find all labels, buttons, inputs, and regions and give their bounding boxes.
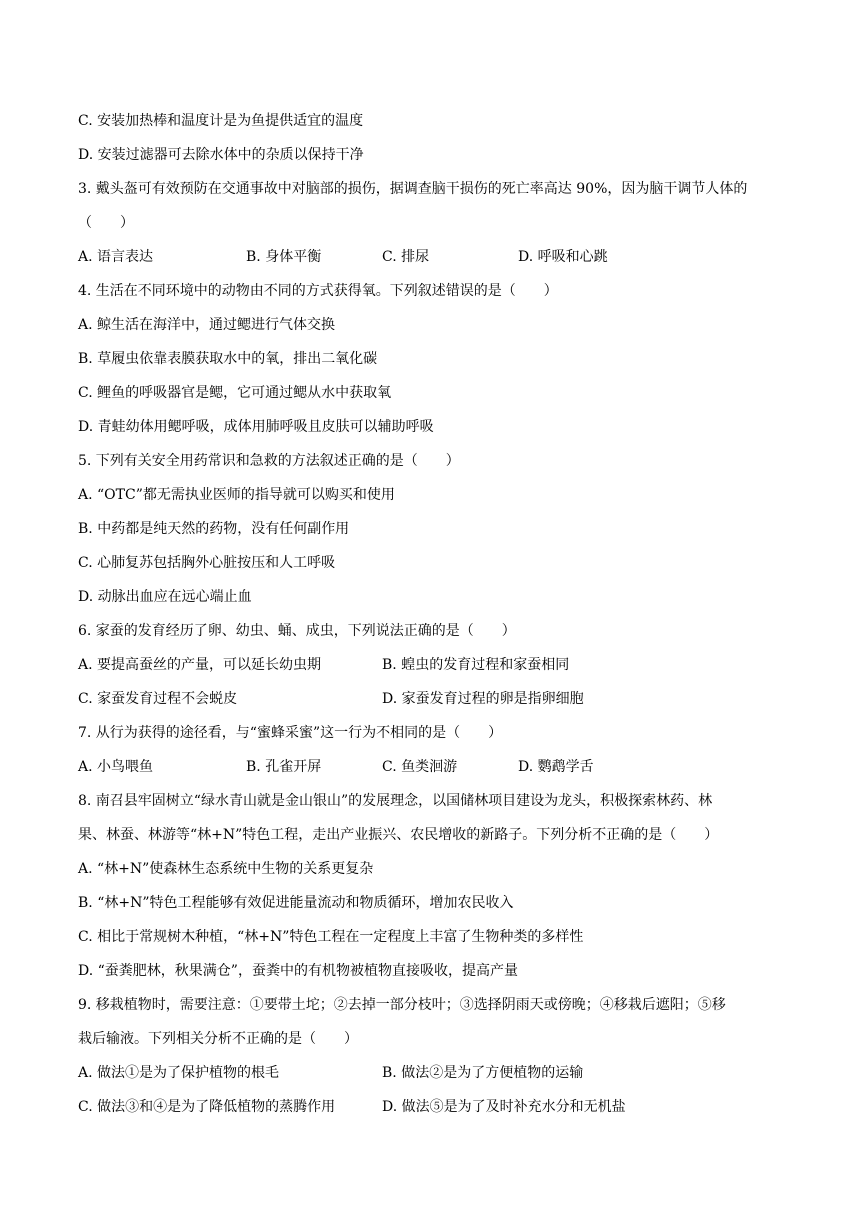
- q5-option-b: B. 中药都是纯天然的药物，没有任何副作用: [78, 521, 350, 537]
- q8-option-c: C. 相比于常规树木种植，“林+N”特色工程在一定程度上丰富了生物种类的多样性: [78, 929, 584, 945]
- q9-option-c: C. 做法③和④是为了降低植物的蒸腾作用: [78, 1099, 336, 1115]
- q4-option-c: C. 鲤鱼的呼吸器官是鳃，它可通过鳃从水中获取氧: [78, 385, 392, 401]
- q4-option-a: A. 鲸生活在海洋中，通过鳃进行气体交换: [78, 317, 336, 333]
- q8-option-d: D. “蚕粪肥林，秋果满仓”，蚕粪中的有机物被植物直接吸收，提高产量: [78, 963, 518, 979]
- q7-option-a: A. 小鸟喂鱼: [78, 759, 154, 775]
- q3-option-d: D. 呼吸和心跳: [518, 249, 608, 265]
- q7-option-b: B. 孔雀开屏: [246, 759, 322, 775]
- q3-options-row: [78, 247, 798, 267]
- q6-option-a: A. 要提高蚕丝的产量，可以延长幼虫期: [78, 657, 322, 673]
- q9-stem-line2: 栽后输液。下列相关分析不正确的是（ ）: [78, 1031, 358, 1047]
- q4-stem: 4. 生活在不同环境中的动物由不同的方式获得氧。下列叙述错误的是（ ）: [78, 283, 558, 299]
- q8-stem-line1: 8. 南召县牢固树立“绿水青山就是金山银山”的发展理念，以国储林项目建设为龙头，积极探索林药、林: [78, 793, 713, 809]
- q6-option-c: C. 家蚕发育过程不会蜕皮: [78, 691, 238, 707]
- q6-options-row2: [78, 689, 798, 709]
- q3-stem-line1: 3. 戴头盔可有效预防在交通事故中对脑部的损伤，据调查脑干损伤的死亡率高达 90%，因为脑干调节人体的: [78, 181, 748, 197]
- q7-option-d: D. 鹦鹉学舌: [518, 759, 594, 775]
- q8-option-a: A. “林+N”使森林生态系统中生物的关系更复杂: [78, 861, 374, 877]
- q4-option-b: B. 草履虫依靠表膜获取水中的氧，排出二氧化碳: [78, 351, 378, 367]
- q3-option-c: C. 排尿: [382, 249, 430, 265]
- q5-option-a: A. “OTC”都无需执业医师的指导就可以购买和使用: [78, 487, 395, 503]
- q9-stem-line1: 9. 移栽植物时，需要注意：①要带土坨；②去掉一部分枝叶；③选择阴雨天或傍晚；④移栽后遮阳；⑤移: [78, 997, 726, 1013]
- q9-option-a: A. 做法①是为了保护植物的根毛: [78, 1065, 280, 1081]
- q6-option-d: D. 家蚕发育过程的卵是指卵细胞: [382, 691, 584, 707]
- q8-stem-line2: 果、林蚕、林游等“林+N”特色工程，走出产业振兴、农民增收的新路子。下列分析不正确的是（ ）: [78, 827, 719, 843]
- q9-option-d: D. 做法⑤是为了及时补充水分和无机盐: [382, 1099, 626, 1115]
- q5-option-c: C. 心肺复苏包括胸外心脏按压和人工呼吸: [78, 555, 336, 571]
- q6-stem: 6. 家蚕的发育经历了卵、幼虫、蛹、成虫，下列说法正确的是（ ）: [78, 623, 516, 639]
- q9-options-row2: [78, 1097, 798, 1117]
- q7-options-row: [78, 757, 798, 777]
- q2-option-d: D. 安装过滤器可去除水体中的杂质以保持干净: [78, 147, 364, 163]
- q8-option-b: B. “林+N”特色工程能够有效促进能量流动和物质循环，增加农民收入: [78, 895, 514, 911]
- q3-option-a: A. 语言表达: [78, 249, 154, 265]
- q2-option-c: C. 安装加热棒和温度计是为鱼提供适宜的温度: [78, 113, 364, 129]
- q4-option-d: D. 青蛙幼体用鳃呼吸，成体用肺呼吸且皮肤可以辅助呼吸: [78, 419, 434, 435]
- q3-option-b: B. 身体平衡: [246, 249, 322, 265]
- q7-option-c: C. 鱼类洄游: [382, 759, 458, 775]
- q6-option-b: B. 蝗虫的发育过程和家蚕相同: [382, 657, 570, 673]
- q9-option-b: B. 做法②是为了方便植物的运输: [382, 1065, 584, 1081]
- q5-option-d: D. 动脉出血应在远心端止血: [78, 589, 252, 605]
- q3-stem-line2: （ ）: [78, 215, 134, 231]
- q5-stem: 5. 下列有关安全用药常识和急救的方法叙述正确的是（ ）: [78, 453, 460, 469]
- q7-stem: 7. 从行为获得的途径看，与“蜜蜂采蜜”这一行为不相同的是（ ）: [78, 725, 503, 741]
- q6-options-row1: [78, 655, 798, 675]
- q9-options-row1: [78, 1063, 798, 1083]
